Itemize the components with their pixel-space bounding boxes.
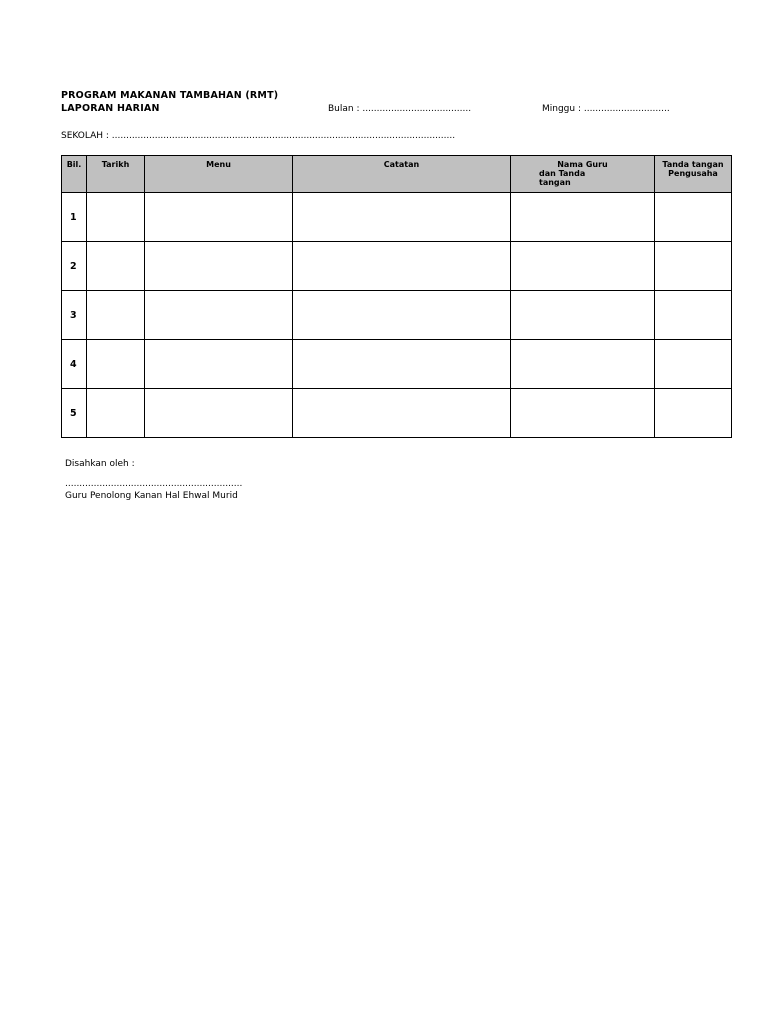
disahkan-label: Disahkan oleh : [65, 459, 135, 469]
nama-guru-line3: tangan [539, 178, 571, 187]
nama-guru-line2: dan Tanda [539, 169, 586, 178]
minggu-field: Minggu : .............................. [542, 104, 670, 114]
row-number: 5 [62, 389, 87, 438]
table-row [62, 193, 732, 242]
tanda-tangan-line1: Tanda tangan [662, 160, 724, 169]
catatan-cell[interactable] [293, 193, 511, 242]
tarikh-cell[interactable] [87, 340, 145, 389]
form-title: PROGRAM MAKANAN TAMBAHAN (RMT) [61, 90, 279, 101]
tanda-tangan-cell[interactable] [655, 242, 732, 291]
nama-guru-cell[interactable] [511, 242, 655, 291]
bulan-field: Bulan : ...................................... [328, 104, 472, 114]
row-number: 4 [62, 340, 87, 389]
sekolah-field: SEKOLAH : ........................................................................................................................ [61, 131, 456, 141]
catatan-cell[interactable] [293, 242, 511, 291]
col-menu: Menu [145, 156, 293, 193]
menu-cell[interactable] [145, 340, 293, 389]
table-row [62, 340, 732, 389]
daily-report-table [61, 155, 732, 438]
menu-cell[interactable] [145, 291, 293, 340]
nama-guru-cell[interactable] [511, 389, 655, 438]
col-tanda-tangan [655, 156, 732, 193]
table-row [62, 389, 732, 438]
row-number: 1 [62, 193, 87, 242]
signature-line: .............................................................. [65, 479, 243, 489]
col-bil: Bil. [62, 156, 87, 193]
tarikh-cell[interactable] [87, 389, 145, 438]
tanda-tangan-line2: Pengusaha [668, 169, 718, 178]
menu-cell[interactable] [145, 389, 293, 438]
menu-cell[interactable] [145, 242, 293, 291]
tanda-tangan-cell[interactable] [655, 193, 732, 242]
catatan-cell[interactable] [293, 389, 511, 438]
catatan-cell[interactable] [293, 291, 511, 340]
tanda-tangan-cell[interactable] [655, 340, 732, 389]
table-row [62, 242, 732, 291]
tarikh-cell[interactable] [87, 193, 145, 242]
table-header-row [62, 156, 732, 193]
catatan-cell[interactable] [293, 340, 511, 389]
nama-guru-cell[interactable] [511, 291, 655, 340]
nama-guru-cell[interactable] [511, 193, 655, 242]
tarikh-cell[interactable] [87, 242, 145, 291]
tanda-tangan-cell[interactable] [655, 389, 732, 438]
nama-guru-line1: Nama Guru [557, 160, 608, 169]
signatory-title: Guru Penolong Kanan Hal Ehwal Murid [65, 491, 238, 501]
form-subtitle: LAPORAN HARIAN [61, 103, 160, 114]
col-nama-guru [511, 156, 655, 193]
tanda-tangan-cell[interactable] [655, 291, 732, 340]
row-number: 2 [62, 242, 87, 291]
menu-cell[interactable] [145, 193, 293, 242]
nama-guru-cell[interactable] [511, 340, 655, 389]
col-tarikh: Tarikh [87, 156, 145, 193]
table-row [62, 291, 732, 340]
tarikh-cell[interactable] [87, 291, 145, 340]
col-catatan: Catatan [293, 156, 511, 193]
row-number: 3 [62, 291, 87, 340]
